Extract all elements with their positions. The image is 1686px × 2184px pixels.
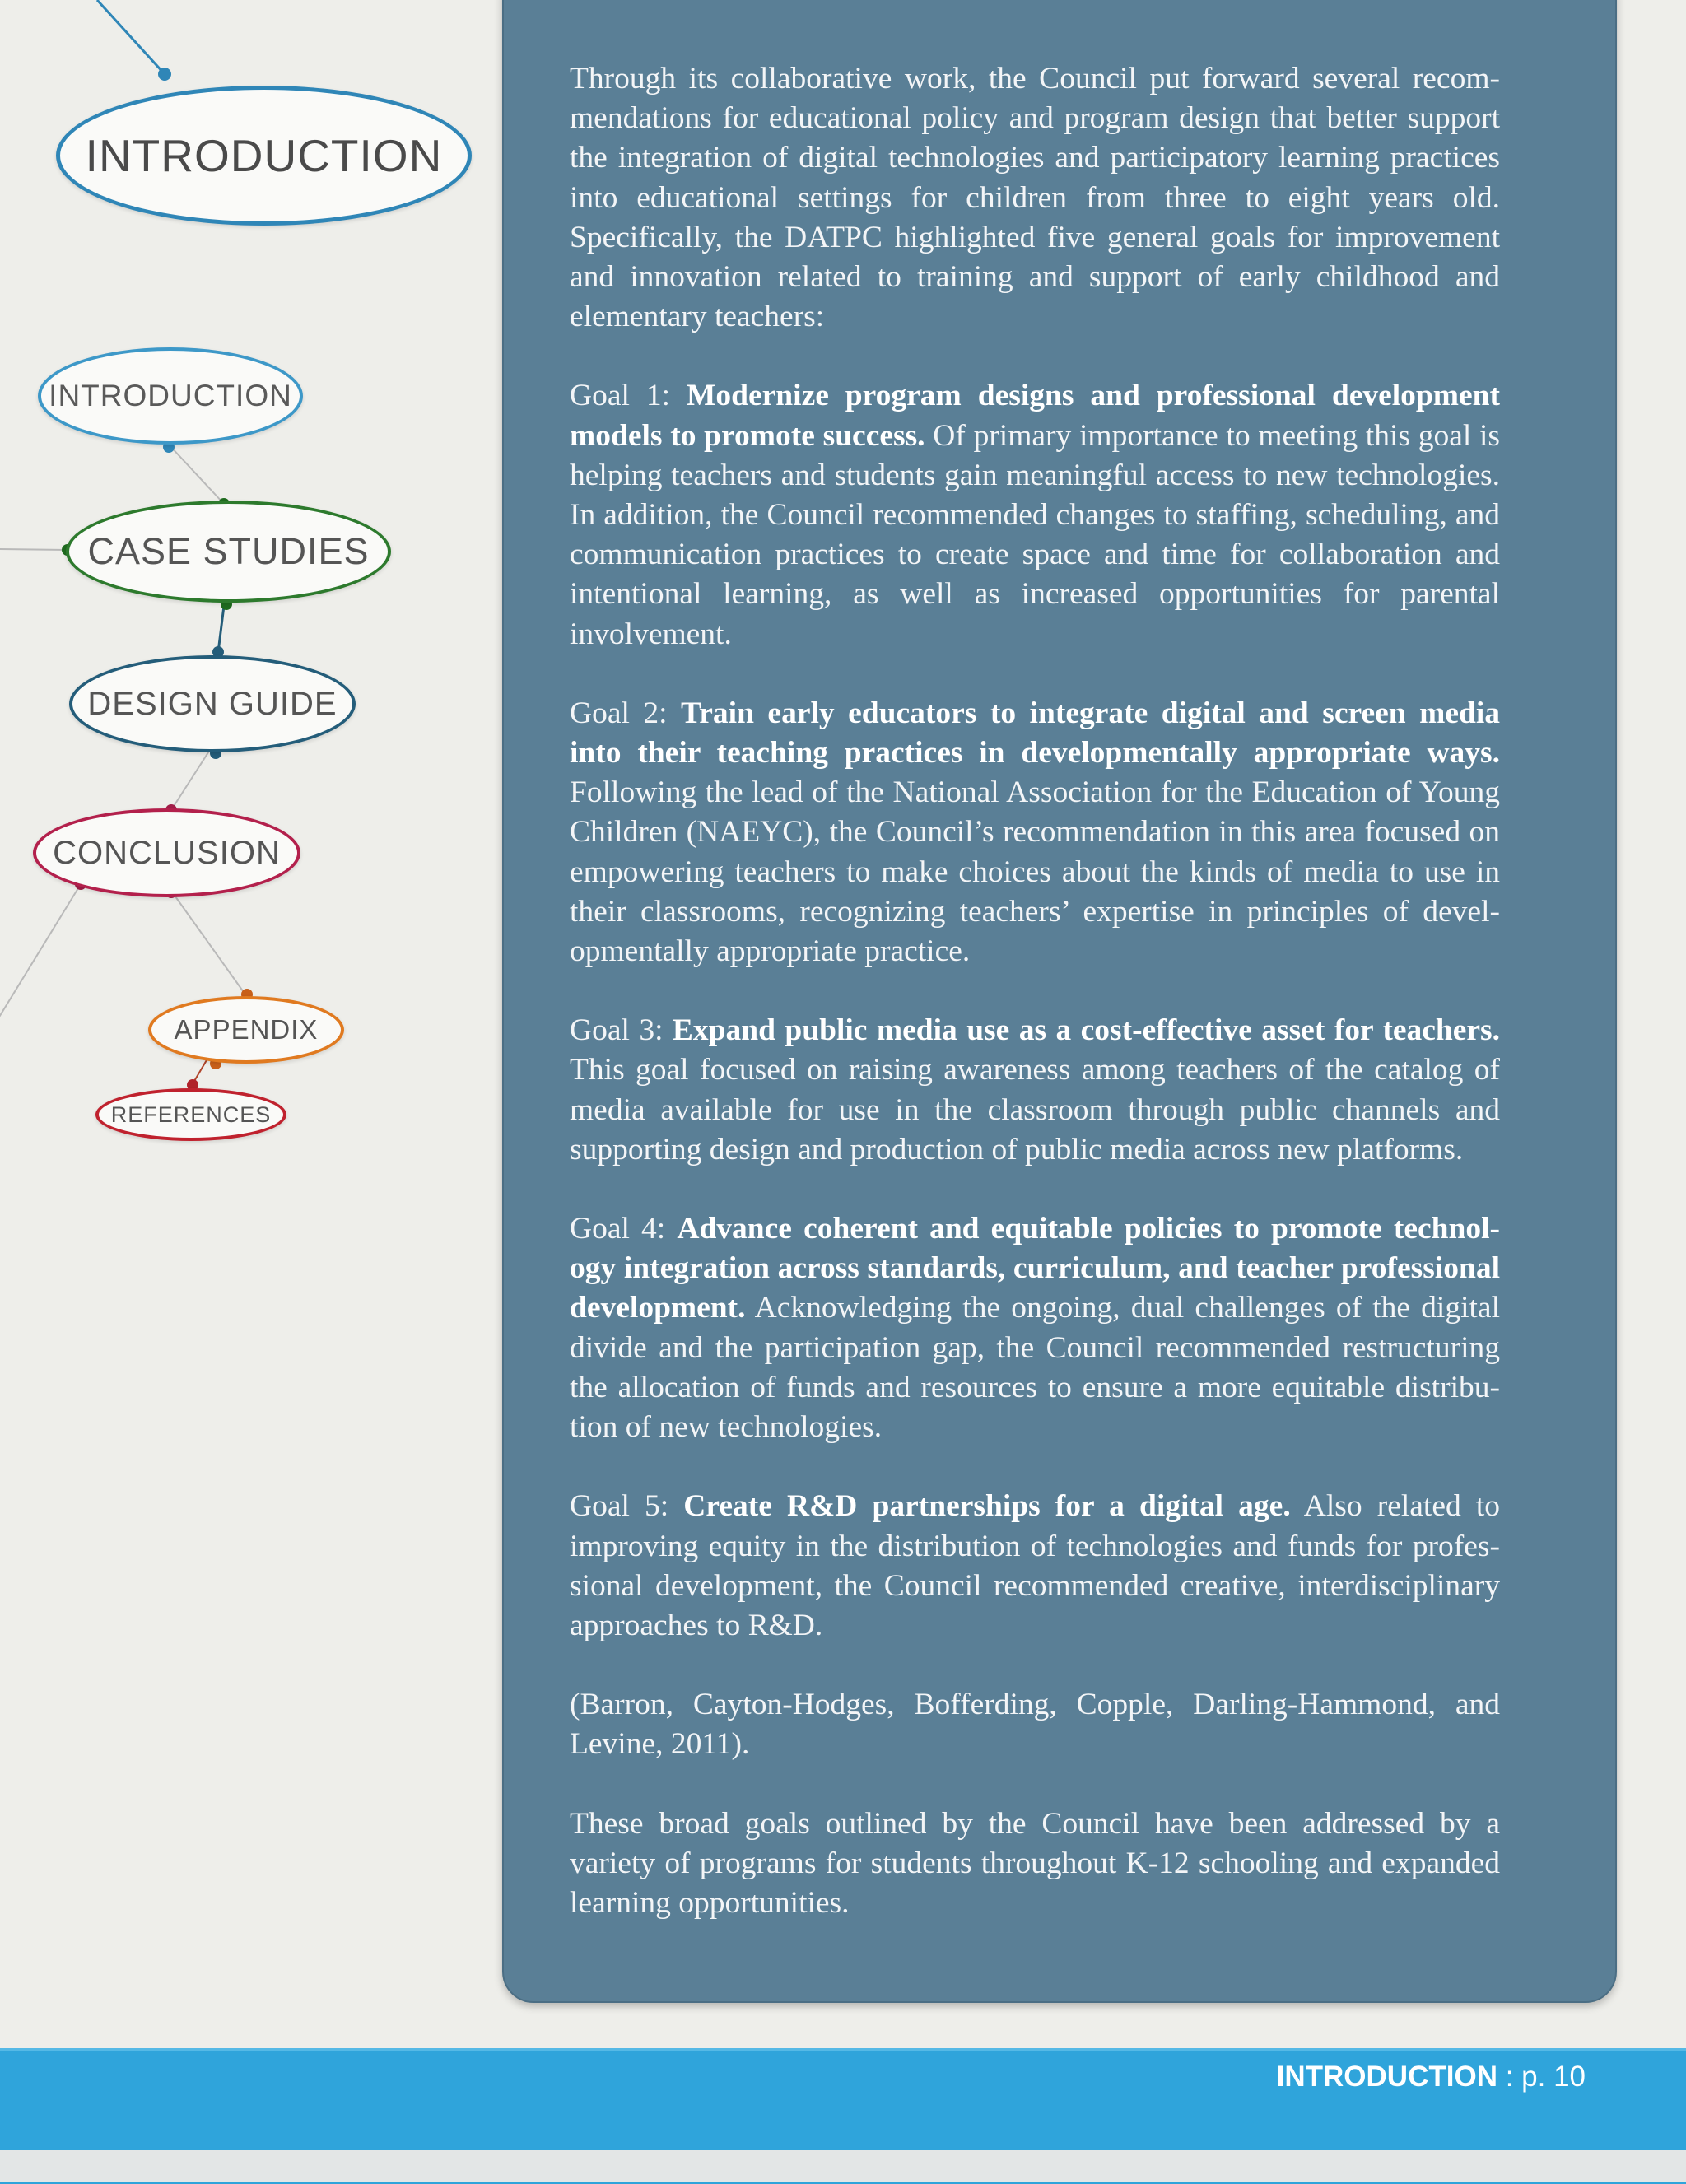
goal-label: Goal 4: (570, 1212, 666, 1246)
nav-link-label: APPENDIX (174, 1014, 319, 1045)
goal-label: Goal 1: (570, 379, 671, 413)
citation-paragraph: (Barron, Cayton-Hodges, Bofferding, Copple, Darling-Hammond, and Levine, 2011). (570, 1688, 1500, 1762)
goal-title: Advance coherent and equitable policies to promote technology integration across standards, curriculum, and teacher professional development. (570, 1212, 1500, 1325)
goal-paragraph (570, 376, 1500, 654)
goal-text: Also related to improving equity in the distribution of technologies and funds for professional development, the Council recommended creative, interdisciplinary approaches to R&D. (570, 1489, 1500, 1642)
nav-link-design-guide[interactable] (69, 655, 356, 752)
nav-current-section-label: INTRODUCTION (85, 130, 443, 181)
content-text (570, 59, 1500, 1963)
goal-text: Following the lead of the National Association for the Education of Young Children (NAEYC), the Council’s recommendation in this area focused on empowering teachers to make choices about the kinds of media to use in their classrooms, recognizing teachers’ expertise in principles of developmentally appropriate practice. (570, 775, 1500, 969)
goal-paragraph (570, 694, 1500, 971)
nav-link-label: CONCLUSION (53, 834, 281, 871)
nav-link-label: INTRODUCTION (49, 379, 292, 412)
goal-paragraph (570, 1011, 1500, 1170)
page-reference (1277, 2061, 1586, 2093)
goal-text: Of primary importance to meeting this goal is helping teachers and students gain meaningful access to new technologies. In addition, the Council recommended changes to staffing, scheduling, and communication practices to create space and time for collaboration and intentional learning, as well as increased opportunities for parental involvement. (570, 418, 1501, 651)
nav-link-references[interactable] (95, 1088, 286, 1141)
goal-label: Goal 2: (570, 696, 668, 730)
intro-paragraph: Through its collaborative work, the Council put forward several recommendations for educational policy and program design that better support the integration of digital technologies and participatory learning practices into educational settings for children from three to eight years old. Specifically, the DATPC highlighted five general goals for improvement and innovation related to training and support of early childhood and elementary teachers: (570, 62, 1500, 334)
nav-link-conclusion[interactable] (33, 808, 300, 897)
closing-paragraph: These broad goals outlined by the Council have been addressed by a variety of programs for students throughout K-12 schooling and expanded learning opportunities. (570, 1806, 1500, 1920)
goal-title: Create R&D partnerships for a digital age. (683, 1489, 1291, 1524)
footer-section-title: INTRODUCTION (1276, 2061, 1497, 2093)
goal-paragraph (570, 1487, 1500, 1646)
goal-title: Modernize program designs and professional development models to promote success. (570, 379, 1500, 453)
goal-title: Expand public media use as a cost-effective asset for teachers. (672, 1013, 1500, 1048)
nav-current-section-oval[interactable] (56, 86, 472, 226)
nav-link-introduction[interactable] (38, 347, 303, 445)
nav-link-label: REFERENCES (110, 1101, 272, 1127)
page-number: : p. 10 (1505, 2061, 1586, 2093)
goal-label: Goal 3: (570, 1013, 664, 1048)
nav-link-label: CASE STUDIES (87, 530, 370, 572)
goal-paragraph (570, 1209, 1500, 1447)
goal-label: Goal 5: (570, 1489, 669, 1524)
goal-text: Acknowledging the ongoing, dual challenges of the digital divide and the participation gap, the Council recommended restructuring the allocation of funds and resources to ensure a more equitable distribution of new technologies. (570, 1291, 1501, 1445)
footer-bottom-strip (0, 2150, 1686, 2182)
goal-title: Train early educators to integrate digital and screen media into their teaching practices in developmentally appropriate ways. (570, 696, 1500, 771)
nav-link-label: DESIGN GUIDE (87, 685, 338, 722)
nav-link-appendix[interactable] (148, 996, 344, 1064)
goal-text: This goal focused on raising awareness among teachers of the catalog of media available for use in the classroom through public channels and supporting design and production of public media across new platforms. (570, 1053, 1500, 1167)
nav-link-case-studies[interactable] (66, 501, 391, 603)
